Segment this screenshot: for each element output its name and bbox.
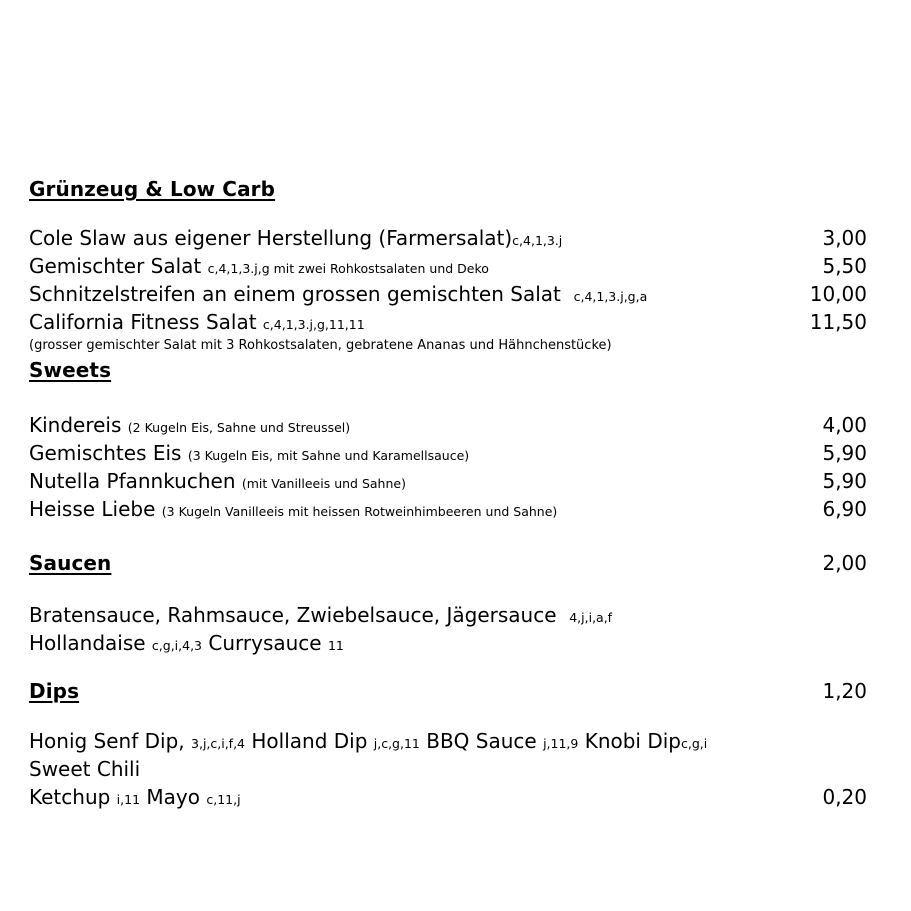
allergen-codes: c,4,1,3.j,g,11,11 (262, 317, 365, 332)
dips-line-3 (29, 785, 241, 812)
item-price: 4,00 (822, 413, 867, 437)
item-price: 11,50 (809, 310, 867, 334)
item-name: California Fitness Salat (29, 310, 257, 334)
item-price: 6,90 (822, 497, 867, 521)
item-price: 5,50 (822, 254, 867, 278)
sauce-curry: Currysauce (208, 631, 322, 655)
item-price: 0,20 (822, 785, 867, 809)
menu-item-heisse-liebe (29, 497, 557, 524)
section-heading-sweets: Sweets (29, 358, 112, 382)
item-note: (grosser gemischter Salat mit 3 Rohkostsalaten, gebratene Ananas und Hähnchenstücke) (29, 338, 612, 353)
menu-item-gemischter-salat (29, 254, 489, 281)
item-description: (3 Kugeln Vanilleeis mit heissen Rotweinhimbeeren und Sahne) (161, 504, 558, 519)
allergen-codes: c,g,i,4,3 (151, 638, 203, 653)
allergen-codes: j,c,g,11 (373, 736, 420, 751)
sauce-line-2 (29, 631, 344, 658)
menu-item-kindereis (29, 413, 350, 440)
dip-holland: Holland Dip (251, 729, 368, 753)
dip-ketchup: Ketchup (29, 785, 111, 809)
item-name: Gemischtes Eis (29, 441, 182, 465)
section-price-saucen: 2,00 (822, 551, 867, 575)
item-description: (mit Vanilleeis und Sahne) (241, 476, 406, 491)
allergen-codes: 4,j,i,a,f (569, 610, 613, 625)
sauce-hollandaise: Hollandaise (29, 631, 146, 655)
allergen-codes: c,g,i (681, 736, 708, 751)
dip-honig-senf: Honig Senf Dip, (29, 729, 185, 753)
section-heading-saucen: Saucen (29, 551, 112, 575)
allergen-codes: 3,j,c,i,f,4 (191, 736, 246, 751)
item-description: (2 Kugeln Eis, Sahne und Streussel) (127, 420, 351, 435)
item-name: Schnitzelstreifen an einem grossen gemischten Salat (29, 282, 561, 306)
item-name: Gemischter Salat (29, 254, 202, 278)
section-heading-dips: Dips (29, 679, 80, 703)
sauce-line-1 (29, 603, 612, 630)
item-name: Heisse Liebe (29, 497, 156, 521)
dip-mayo: Mayo (146, 785, 200, 809)
item-description: (3 Kugeln Eis, mit Sahne und Karamellsauce) (187, 448, 470, 463)
item-price: 10,00 (809, 282, 867, 306)
item-price: 3,00 (822, 226, 867, 250)
dip-knobi: Knobi Dip (584, 729, 681, 753)
item-name: Nutella Pfannkuchen (29, 469, 236, 493)
allergen-codes: c,4,1,3.j,g mit zwei Rohkostsalaten und Deko (207, 261, 489, 276)
allergen-codes: c,4,1,3.j (512, 233, 563, 248)
item-price: 5,90 (822, 441, 867, 465)
allergen-codes: j,11,9 (543, 736, 579, 751)
item-price: 5,90 (822, 469, 867, 493)
dip-bbq: BBQ Sauce (426, 729, 537, 753)
menu-item-nutella-pfannkuchen (29, 469, 406, 496)
dips-line-1 (29, 729, 707, 756)
section-heading-gruenzeug: Grünzeug & Low Carb (29, 177, 276, 201)
dip-sweet-chili: Sweet Chili (29, 757, 141, 781)
item-name: Kindereis (29, 413, 122, 437)
menu-item-schnitzelstreifen (29, 282, 647, 309)
item-name: Cole Slaw aus eigener Herstellung (Farmersalat) (29, 226, 513, 250)
allergen-codes: i,11 (116, 792, 141, 807)
menu-item-cole-slaw (29, 226, 562, 253)
sauce-names: Bratensauce, Rahmsauce, Zwiebelsauce, Jägersauce (29, 603, 557, 627)
allergen-codes: c,11,j (206, 792, 241, 807)
allergen-codes: c,4,1,3.j,g,a (573, 289, 648, 304)
section-price-dips: 1,20 (822, 679, 867, 703)
menu-item-gemischtes-eis (29, 441, 469, 468)
menu-item-california-fitness (29, 310, 365, 337)
allergen-codes: 11 (327, 638, 344, 653)
